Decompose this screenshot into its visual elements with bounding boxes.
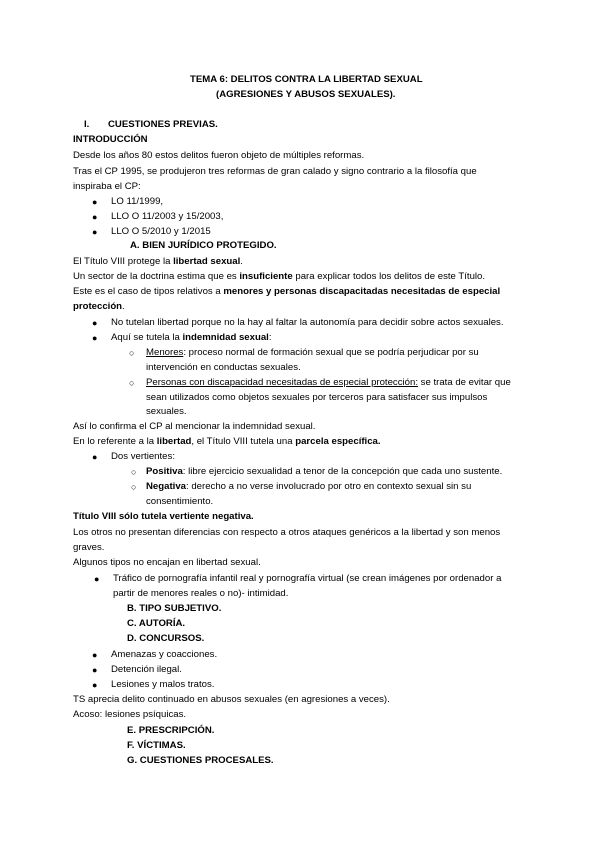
circle-bullet-icon: ○ <box>129 348 135 358</box>
heading-autoria: C. AUTORÍA. <box>127 618 186 629</box>
bullet-icon: ● <box>92 452 98 462</box>
page-subtitle: (AGRESIONES Y ABUSOS SEXUALES). <box>216 89 396 100</box>
sub-item-discapacidad: Personas con discapacidad necesitadas de especial protección: se trata de evitar que <box>146 377 511 388</box>
heading-victimas: F. VÍCTIMAS. <box>127 740 186 751</box>
concurso-item: Lesiones y malos tratos. <box>111 679 215 690</box>
paragraph-acoso: Acoso: lesiones psíquicas. <box>73 709 187 720</box>
concurso-item: Detención ilegal. <box>111 664 182 675</box>
heading-tipo-subjetivo: B. TIPO SUBJETIVO. <box>127 603 222 614</box>
section-number: I. <box>84 119 90 130</box>
heading-bien-juridico: A. BIEN JURÍDICO PROTEGIDO. <box>130 240 277 251</box>
bullet-no-tutelan: No tutelan libertad porque no la hay al faltar la autonomía para decidir sobre actos sexuales. <box>111 317 504 328</box>
circle-bullet-icon: ○ <box>129 378 135 388</box>
sub-item-discapacidad-cont: sexuales. <box>146 406 187 417</box>
paragraph-menores-a: Este es el caso de tipos relativos a menores y personas discapacitadas necesitadas de especial <box>73 286 501 297</box>
heading-concursos: D. CONCURSOS. <box>127 633 205 644</box>
paragraph-parcela: En lo referente a la libertad, el Título VIII tutela una parcela específica. <box>73 436 381 447</box>
concurso-item: Amenazas y coacciones. <box>111 649 218 660</box>
bullet-icon: ● <box>92 333 98 343</box>
heading-prescripcion: E. PRESCRIPCIÓN. <box>127 725 215 736</box>
paragraph-otros-b: graves. <box>73 542 105 553</box>
sub-item-menores: Menores: proceso normal de formación sexual que se podría perjudicar por su <box>146 347 479 358</box>
heading-cuestiones-procesales: G. CUESTIONES PROCESALES. <box>127 755 274 766</box>
sub-item-positiva: Positiva: libre ejercicio sexualidad a tenor de la concepción que cada uno sustente. <box>146 466 503 477</box>
paragraph-libertad-sexual: El Título VIII protege la libertad sexual. <box>73 256 243 267</box>
paragraph-algunos-tipos: Algunos tipos no encajan en libertad sexual. <box>73 557 261 568</box>
paragraph-insuficiente: Un sector de la doctrina estima que es insuficiente para explicar todos los delitos de este Título. <box>73 271 486 282</box>
reform-item: LO 11/1999, <box>111 196 164 207</box>
bullet-indemnidad: Aquí se tutela la indemnidad sexual: <box>111 332 272 343</box>
sub-item-menores-cont: intervención en conductas sexuales. <box>146 362 301 373</box>
bullet-vertientes: Dos vertientes: <box>111 451 175 462</box>
bullet-icon: ● <box>94 574 100 584</box>
bullet-icon: ● <box>92 212 98 222</box>
page-title: TEMA 6: DELITOS CONTRA LA LIBERTAD SEXUAL <box>190 74 423 85</box>
paragraph-otros-a: Los otros no presentan diferencias con respecto a otros ataques genéricos a la libertad y son menos <box>73 527 501 538</box>
paragraph-confirma: Así lo confirma el CP al mencionar la indemnidad sexual. <box>73 421 316 432</box>
sub-item-negativa: Negativa: derecho a no verse involucrado por otro en contexto sexual sin su <box>146 481 472 492</box>
bullet-pornografia: Tráfico de pornografía infantil real y pornografía virtual (se crean imágenes por ordenador a <box>113 573 502 584</box>
sub-item-discapacidad-cont: sean utilizados como objetos sexuales por terceros para satisfacer sus impulsos <box>146 392 488 403</box>
section-title: CUESTIONES PREVIAS. <box>108 119 218 130</box>
circle-bullet-icon: ○ <box>131 467 137 477</box>
reform-item: LLO O 5/2010 y 1/2015 <box>111 226 211 237</box>
paragraph-menores-b: protección. <box>73 301 125 312</box>
intro-paragraph-1: Desde los años 80 estos delitos fueron objeto de múltiples reformas. <box>73 150 365 161</box>
bullet-icon: ● <box>92 665 98 675</box>
bullet-icon: ● <box>92 318 98 328</box>
sub-item-negativa-cont: consentimiento. <box>146 496 214 507</box>
reform-item: LLO O 11/2003 y 15/2003, <box>111 211 224 222</box>
paragraph-ts: TS aprecia delito continuado en abusos sexuales (en agresiones a veces). <box>73 694 390 705</box>
bullet-icon: ● <box>92 197 98 207</box>
bullet-pornografia-cont: partir de menores reales o no)- intimidad. <box>113 588 289 599</box>
intro-paragraph-2a: Tras el CP 1995, se produjeron tres reformas de gran calado y signo contrario a la filosofía que <box>73 166 477 177</box>
circle-bullet-icon: ○ <box>131 482 137 492</box>
paragraph-vertiente-negativa: Título VIII sólo tutela vertiente negativa. <box>73 511 254 522</box>
intro-paragraph-2b: inspiraba el CP: <box>73 181 141 192</box>
bullet-icon: ● <box>92 680 98 690</box>
bullet-icon: ● <box>92 650 98 660</box>
intro-heading: INTRODUCCIÓN <box>73 134 148 145</box>
bullet-icon: ● <box>92 227 98 237</box>
